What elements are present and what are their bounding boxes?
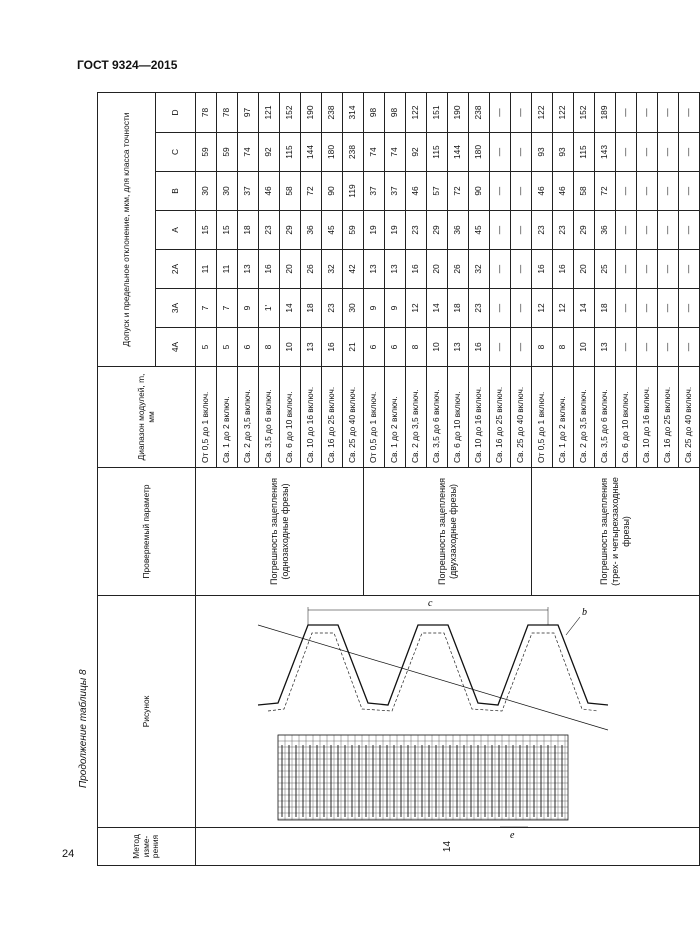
tolerance-value-cell: 119 (343, 172, 364, 211)
tolerance-value-cell: — (637, 172, 658, 211)
tolerance-value-cell: 92 (259, 133, 280, 172)
tolerance-value-cell: 46 (406, 172, 427, 211)
module-range-cell: Св. 16 до 25 включ. (658, 367, 679, 468)
tolerance-value-cell: — (637, 93, 658, 133)
tolerance-value-cell: — (637, 289, 658, 328)
tolerance-value-cell: — (637, 328, 658, 367)
tolerance-value-cell: 20 (280, 250, 301, 289)
tolerance-value-cell: 90 (322, 172, 343, 211)
tolerance-value-cell: 14 (427, 289, 448, 328)
label-b: b (582, 607, 588, 618)
page-number: 24 (62, 848, 75, 860)
tolerance-value-cell: — (616, 133, 637, 172)
parameter-cell: Погрешность зацепления (двухзаходные фрезы) (364, 468, 532, 596)
tolerance-value-cell: 11 (196, 250, 217, 289)
tolerance-value-cell: — (511, 211, 532, 250)
tolerance-value-cell: 93 (553, 133, 574, 172)
tolerance-value-cell: 8 (553, 328, 574, 367)
tolerance-value-cell: 122 (553, 93, 574, 133)
tolerance-value-cell: 97 (238, 93, 259, 133)
class-header-d: D (156, 93, 196, 133)
tolerance-value-cell: 23 (469, 289, 490, 328)
tolerance-value-cell: — (679, 250, 700, 289)
module-range-cell: Св. 3,5 до 6 включ. (595, 367, 616, 468)
tolerance-value-cell: 20 (427, 250, 448, 289)
parameter-header: Проверяемый параметр (98, 468, 196, 596)
tolerance-value-cell: 7 (217, 289, 238, 328)
module-range-cell: Св. 2 до 3,5 включ. (238, 367, 259, 468)
tolerance-value-cell: 18 (238, 211, 259, 250)
module-range-cell: Св. 16 до 25 включ. (322, 367, 343, 468)
tolerance-value-cell: — (679, 289, 700, 328)
tolerance-value-cell: 8 (406, 328, 427, 367)
tolerance-value-cell: 13 (301, 328, 322, 367)
tolerance-value-cell: 16 (553, 250, 574, 289)
tolerance-value-cell: 74 (238, 133, 259, 172)
tolerance-value-cell: 57 (427, 172, 448, 211)
tolerance-value-cell: 90 (469, 172, 490, 211)
tolerance-value-cell: 72 (301, 172, 322, 211)
tolerance-value-cell: — (616, 93, 637, 133)
module-range-cell: Св. 16 до 25 включ. (490, 367, 511, 468)
measurement-bars (282, 745, 562, 817)
tolerance-value-cell: 46 (259, 172, 280, 211)
class-header-c: C (156, 133, 196, 172)
grid-lines (278, 735, 568, 820)
method-header: Метод изме-рения (98, 828, 196, 866)
tolerance-value-cell: 13 (364, 250, 385, 289)
tolerance-value-cell: 19 (364, 211, 385, 250)
tolerance-value-cell: 46 (553, 172, 574, 211)
module-range-cell: Св. 3,5 до 6 включ. (259, 367, 280, 468)
tolerance-value-cell: 144 (448, 133, 469, 172)
tolerance-value-cell: 18 (301, 289, 322, 328)
tolerance-value-cell: 58 (574, 172, 595, 211)
tolerance-value-cell: 1' (259, 289, 280, 328)
module-range-cell: Св. 1 до 2 включ. (385, 367, 406, 468)
figure-cell (196, 596, 700, 841)
tolerance-value-cell: 20 (574, 250, 595, 289)
tolerance-value-cell: 14 (280, 289, 301, 328)
tolerance-value-cell: 30 (343, 289, 364, 328)
tolerance-value-cell: 23 (322, 289, 343, 328)
label-e: e (510, 830, 515, 841)
rotated-table-container (97, 93, 694, 866)
tolerance-value-cell: 16 (406, 250, 427, 289)
tolerance-value-cell: 74 (364, 133, 385, 172)
tolerance-value-cell: 152 (280, 93, 301, 133)
tolerance-value-cell: — (616, 172, 637, 211)
tolerance-value-cell: 26 (301, 250, 322, 289)
tolerance-value-cell: 23 (532, 211, 553, 250)
tolerance-value-cell: 9 (364, 289, 385, 328)
tolerance-value-cell: 8 (532, 328, 553, 367)
class-header-3a: 3A (156, 289, 196, 328)
tolerance-value-cell: — (679, 211, 700, 250)
tolerance-value-cell: — (658, 250, 679, 289)
tolerance-value-cell: 13 (238, 250, 259, 289)
tolerance-value-cell: 121 (259, 93, 280, 133)
tolerance-value-cell: 115 (574, 133, 595, 172)
tolerance-value-cell: 59 (217, 133, 238, 172)
tolerance-value-cell: 13 (595, 328, 616, 367)
tolerance-value-cell: 59 (343, 211, 364, 250)
tolerance-value-cell: 12 (553, 289, 574, 328)
tolerance-value-cell: 58 (280, 172, 301, 211)
tolerance-value-cell: 9 (238, 289, 259, 328)
tolerance-value-cell: 314 (343, 93, 364, 133)
tolerance-value-cell: 13 (385, 250, 406, 289)
class-header-4a: 4A (156, 328, 196, 367)
tolerance-value-cell: 37 (238, 172, 259, 211)
tolerance-value-cell: 16 (469, 328, 490, 367)
tolerance-value-cell: 12 (406, 289, 427, 328)
module-range-cell: Св. 25 до 40 включ. (679, 367, 700, 468)
tolerance-value-cell: 25 (595, 250, 616, 289)
module-range-cell: Св. 10 до 16 включ. (637, 367, 658, 468)
class-header-a: A (156, 211, 196, 250)
tolerance-value-cell: 15 (196, 211, 217, 250)
tolerance-value-cell: — (679, 328, 700, 367)
document-header: ГОСТ 9324—2015 (77, 58, 178, 72)
tolerance-header: Допуск и предельное отклонение, мкм, для класса точности (98, 93, 156, 367)
tolerance-value-cell: — (637, 133, 658, 172)
tolerance-value-cell: 12 (532, 289, 553, 328)
tolerance-value-cell: 16 (322, 328, 343, 367)
tolerance-value-cell: 37 (385, 172, 406, 211)
tolerance-value-cell: 238 (469, 93, 490, 133)
tolerance-value-cell: 23 (553, 211, 574, 250)
tolerance-value-cell: — (616, 328, 637, 367)
parameter-cell: Погрешность зацепления (трех- и четырехзаходные фрезы) (532, 468, 700, 596)
tolerance-value-cell: 78 (217, 93, 238, 133)
class-header-2a: 2A (156, 250, 196, 289)
tolerance-value-cell: — (511, 133, 532, 172)
method-number: 14 (196, 828, 700, 866)
tolerance-value-cell: 238 (322, 93, 343, 133)
tolerance-value-cell: — (679, 172, 700, 211)
tolerance-value-cell: 190 (448, 93, 469, 133)
tolerance-value-cell: 72 (448, 172, 469, 211)
tolerance-value-cell: — (490, 93, 511, 133)
tolerance-value-cell: — (658, 172, 679, 211)
tolerance-value-cell: 15 (217, 211, 238, 250)
tolerance-value-cell: 5 (217, 328, 238, 367)
tolerance-value-cell: — (616, 250, 637, 289)
class-header-b: B (156, 172, 196, 211)
tolerance-value-cell: — (511, 250, 532, 289)
module-range-cell: Св. 1 до 2 включ. (217, 367, 238, 468)
tolerance-value-cell: — (490, 172, 511, 211)
tolerance-value-cell: 14 (574, 289, 595, 328)
tolerance-value-cell: — (616, 289, 637, 328)
tolerance-value-cell: — (490, 211, 511, 250)
tooth-profile-dashed (268, 633, 598, 711)
module-range-cell: От 0,5 до 1 включ. (196, 367, 217, 468)
tolerance-value-cell: — (679, 93, 700, 133)
tolerance-value-cell: — (637, 250, 658, 289)
tolerance-value-cell: 180 (469, 133, 490, 172)
table-row (196, 93, 217, 866)
parameter-cell: Погрешность зацепления (однозаходные фрезы) (196, 468, 364, 596)
module-range-cell: Св. 10 до 16 включ. (301, 367, 322, 468)
module-range-cell: Св. 3,5 до 6 включ. (427, 367, 448, 468)
tolerance-value-cell: — (490, 328, 511, 367)
tolerance-value-cell: 190 (301, 93, 322, 133)
tolerance-value-cell: — (490, 289, 511, 328)
tolerance-value-cell: 143 (595, 133, 616, 172)
tolerance-value-cell: — (679, 133, 700, 172)
continuation-label: Продолжение таблицы 8 (78, 669, 89, 788)
tolerance-value-cell: — (658, 211, 679, 250)
tolerance-table (97, 92, 700, 866)
tolerance-value-cell: 16 (532, 250, 553, 289)
tolerance-value-cell: 10 (280, 328, 301, 367)
range-header: Диапазон модулей, m, мм (98, 367, 196, 468)
tolerance-value-cell: 18 (448, 289, 469, 328)
tolerance-value-cell: 238 (343, 133, 364, 172)
tolerance-value-cell: 32 (469, 250, 490, 289)
tolerance-value-cell: 21 (343, 328, 364, 367)
tolerance-value-cell: 45 (322, 211, 343, 250)
tolerance-value-cell: 18 (595, 289, 616, 328)
tolerance-value-cell: 23 (259, 211, 280, 250)
tolerance-value-cell: 10 (574, 328, 595, 367)
tolerance-value-cell: 30 (217, 172, 238, 211)
tolerance-value-cell: — (658, 289, 679, 328)
tolerance-value-cell: 6 (385, 328, 406, 367)
module-range-cell: Св. 6 до 10 включ. (280, 367, 301, 468)
tolerance-value-cell: 11 (217, 250, 238, 289)
tolerance-value-cell: 36 (595, 211, 616, 250)
tolerance-value-cell: 93 (532, 133, 553, 172)
tolerance-value-cell: 74 (385, 133, 406, 172)
tolerance-value-cell: 36 (448, 211, 469, 250)
tolerance-value-cell: 19 (385, 211, 406, 250)
tolerance-value-cell: — (616, 211, 637, 250)
tolerance-value-cell: 36 (301, 211, 322, 250)
module-range-cell: От 0,5 до 1 включ. (532, 367, 553, 468)
module-range-cell: Св. 25 до 40 включ. (511, 367, 532, 468)
tolerance-value-cell: 6 (238, 328, 259, 367)
label-c: c (428, 598, 433, 609)
figure-header: Рисунок (98, 596, 196, 828)
tolerance-value-cell: 115 (280, 133, 301, 172)
module-range-cell: Св. 25 до 40 включ. (343, 367, 364, 468)
tolerance-value-cell: 37 (364, 172, 385, 211)
tolerance-value-cell: 10 (427, 328, 448, 367)
tolerance-value-cell: 26 (448, 250, 469, 289)
tolerance-value-cell: 6 (364, 328, 385, 367)
tolerance-value-cell: 29 (280, 211, 301, 250)
module-range-cell: Св. 6 до 10 включ. (616, 367, 637, 468)
tolerance-value-cell: 180 (322, 133, 343, 172)
tolerance-value-cell: — (658, 93, 679, 133)
tolerance-value-cell: — (490, 250, 511, 289)
tolerance-value-cell: 16 (259, 250, 280, 289)
tolerance-value-cell: 144 (301, 133, 322, 172)
tolerance-value-cell: — (511, 328, 532, 367)
tolerance-value-cell: 7 (196, 289, 217, 328)
tolerance-value-cell: 189 (595, 93, 616, 133)
tolerance-value-cell: 152 (574, 93, 595, 133)
tolerance-value-cell: 45 (469, 211, 490, 250)
module-range-cell: От 0,5 до 1 включ. (364, 367, 385, 468)
dimension-line-b (566, 617, 580, 635)
tolerance-value-cell: 30 (196, 172, 217, 211)
tolerance-value-cell: — (658, 328, 679, 367)
module-range-cell: Св. 10 до 16 включ. (469, 367, 490, 468)
tolerance-value-cell: 9 (385, 289, 406, 328)
tolerance-value-cell: 32 (322, 250, 343, 289)
tolerance-value-cell: 5 (196, 328, 217, 367)
tolerance-value-cell: — (511, 289, 532, 328)
module-range-cell: Св. 1 до 2 включ. (553, 367, 574, 468)
tolerance-value-cell: 72 (595, 172, 616, 211)
tolerance-value-cell: 98 (364, 93, 385, 133)
tolerance-value-cell: 23 (406, 211, 427, 250)
tolerance-value-cell: 29 (427, 211, 448, 250)
tolerance-value-cell: 115 (427, 133, 448, 172)
tolerance-value-cell: 59 (196, 133, 217, 172)
module-range-cell: Св. 2 до 3,5 включ. (574, 367, 595, 468)
tolerance-value-cell: 122 (532, 93, 553, 133)
tolerance-value-cell: 78 (196, 93, 217, 133)
tolerance-value-cell: — (490, 133, 511, 172)
module-range-cell: Св. 2 до 3,5 включ. (406, 367, 427, 468)
tolerance-value-cell: — (658, 133, 679, 172)
tolerance-value-cell: 92 (406, 133, 427, 172)
tolerance-value-cell: — (511, 172, 532, 211)
tolerance-value-cell: 13 (448, 328, 469, 367)
tolerance-value-cell: 122 (406, 93, 427, 133)
tolerance-value-cell: 98 (385, 93, 406, 133)
tolerance-value-cell: 8 (259, 328, 280, 367)
tolerance-value-cell: 46 (532, 172, 553, 211)
module-range-cell: Св. 6 до 10 включ. (448, 367, 469, 468)
reference-line (258, 625, 608, 730)
tolerance-value-cell: 42 (343, 250, 364, 289)
tolerance-value-cell: 29 (574, 211, 595, 250)
tolerance-value-cell: — (511, 93, 532, 133)
tolerance-value-cell: — (637, 211, 658, 250)
hob-tooth-profile-figure (238, 595, 654, 841)
tolerance-value-cell: 151 (427, 93, 448, 133)
